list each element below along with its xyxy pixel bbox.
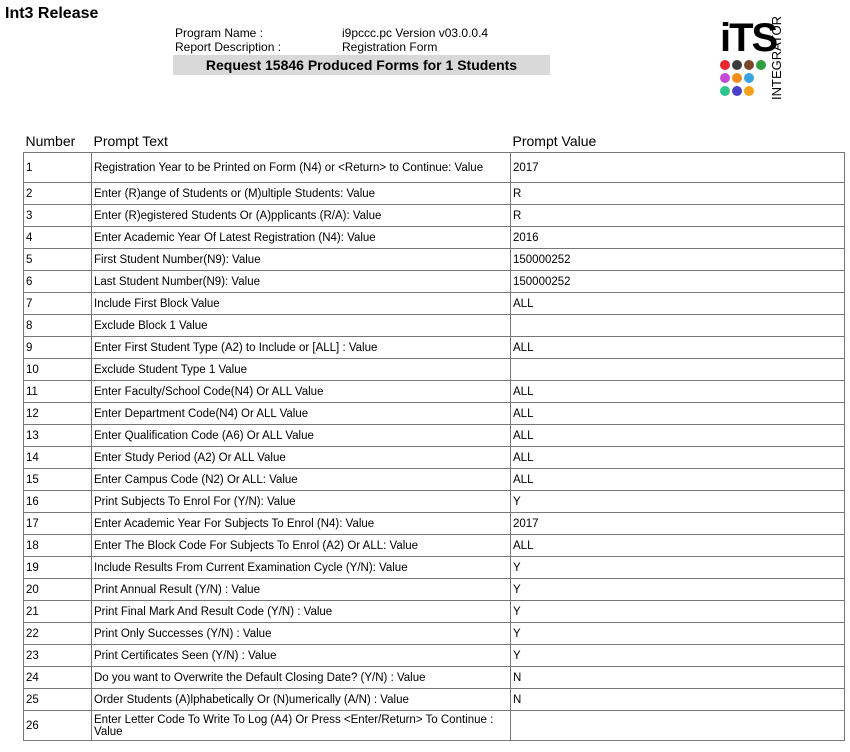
prompt-text-cell: Enter Study Period (A2) Or ALL Value <box>92 447 511 469</box>
logo-dot <box>732 60 742 70</box>
table-row <box>24 535 845 557</box>
number-cell: 21 <box>24 601 92 623</box>
table-row <box>24 447 845 469</box>
table-row <box>24 667 845 689</box>
header-prompt-value: Prompt Value <box>512 133 597 149</box>
number-cell: 15 <box>24 469 92 491</box>
number-cell: 24 <box>24 667 92 689</box>
prompt-text-cell: Registration Year to be Printed on Form (N4) or <Return> to Continue: Value <box>92 153 511 183</box>
prompt-value-cell: Y <box>511 601 845 623</box>
number-cell: 8 <box>24 315 92 337</box>
number-cell: 3 <box>24 205 92 227</box>
report-description-label: Report Description : <box>175 40 282 54</box>
table-row <box>24 645 845 667</box>
table-header-row <box>24 130 845 153</box>
table-row <box>24 601 845 623</box>
table-row <box>24 381 845 403</box>
prompt-value-cell: 2017 <box>511 153 845 183</box>
table-row <box>24 557 845 579</box>
table-row <box>24 403 845 425</box>
prompt-value-cell: ALL <box>511 425 845 447</box>
header-number: Number <box>25 133 76 149</box>
table-row <box>24 315 845 337</box>
table-row <box>24 689 845 711</box>
prompt-value-cell: Y <box>511 491 845 513</box>
table-row <box>24 293 845 315</box>
table-row <box>24 153 845 183</box>
prompt-value-cell: Y <box>511 557 845 579</box>
prompt-text-cell: Enter Academic Year Of Latest Registration (N4): Value <box>92 227 511 249</box>
table-row <box>24 491 845 513</box>
header-prompt-text: Prompt Text <box>93 133 168 149</box>
logo-dot <box>744 60 754 70</box>
number-cell: 6 <box>24 271 92 293</box>
prompt-text-cell: Enter Department Code(N4) Or ALL Value <box>92 403 511 425</box>
number-cell: 23 <box>24 645 92 667</box>
prompt-value-cell: 2017 <box>511 513 845 535</box>
table-row <box>24 359 845 381</box>
logo-dot <box>744 86 754 96</box>
prompt-text-cell: Print Subjects To Enrol For (Y/N): Value <box>92 491 511 513</box>
number-cell: 16 <box>24 491 92 513</box>
number-cell: 26 <box>24 711 92 741</box>
prompt-text-cell: Print Only Successes (Y/N) : Value <box>92 623 511 645</box>
prompt-value-cell: 2016 <box>511 227 845 249</box>
number-cell: 11 <box>24 381 92 403</box>
number-cell: 17 <box>24 513 92 535</box>
prompt-text-cell: Include Results From Current Examination Cycle (Y/N): Value <box>92 557 511 579</box>
logo-dot <box>732 86 742 96</box>
prompt-value-cell: ALL <box>511 337 845 359</box>
number-cell: 5 <box>24 249 92 271</box>
prompt-text-cell: Exclude Block 1 Value <box>92 315 511 337</box>
prompt-value-cell <box>511 711 845 741</box>
number-cell: 4 <box>24 227 92 249</box>
prompt-value-cell: R <box>511 183 845 205</box>
prompt-text-cell: Print Annual Result (Y/N) : Value <box>92 579 511 601</box>
logo-dot <box>744 73 754 83</box>
number-cell: 13 <box>24 425 92 447</box>
table-row <box>24 205 845 227</box>
prompt-value-cell: Y <box>511 623 845 645</box>
request-banner: Request 15846 Produced Forms for 1 Students <box>173 55 550 75</box>
prompt-text-cell: Include First Block Value <box>92 293 511 315</box>
number-cell: 18 <box>24 535 92 557</box>
number-cell: 19 <box>24 557 92 579</box>
prompt-value-cell: ALL <box>511 403 845 425</box>
prompt-value-cell: ALL <box>511 469 845 491</box>
report-title: Int3 Release <box>5 5 99 22</box>
table-row <box>24 579 845 601</box>
logo-dot <box>720 60 730 70</box>
prompt-text-cell: Print Certificates Seen (Y/N) : Value <box>92 645 511 667</box>
number-cell: 10 <box>24 359 92 381</box>
prompt-text-cell: Enter (R)ange of Students or (M)ultiple Students: Value <box>92 183 511 205</box>
number-cell: 20 <box>24 579 92 601</box>
prompt-text-cell: Order Students (A)lphabetically Or (N)umerically (A/N) : Value <box>92 689 511 711</box>
table-row <box>24 623 845 645</box>
table-row <box>24 337 845 359</box>
prompt-text-cell: Enter Campus Code (N2) Or ALL: Value <box>92 469 511 491</box>
prompt-value-cell: N <box>511 667 845 689</box>
logo-dot <box>720 86 730 96</box>
logo-dot <box>732 73 742 83</box>
prompt-text-cell: Print Final Mark And Result Code (Y/N) : Value <box>92 601 511 623</box>
prompt-value-cell: N <box>511 689 845 711</box>
report-description-value: Registration Form <box>342 40 438 54</box>
table-row <box>24 513 845 535</box>
prompt-value-cell: ALL <box>511 447 845 469</box>
prompt-value-cell: ALL <box>511 381 845 403</box>
prompt-value-cell: Y <box>511 645 845 667</box>
table-row <box>24 425 845 447</box>
prompt-text-cell: Enter Qualification Code (A6) Or ALL Value <box>92 425 511 447</box>
prompt-value-cell: 150000252 <box>511 271 845 293</box>
prompt-text-cell: Last Student Number(N9): Value <box>92 271 511 293</box>
table-row <box>24 227 845 249</box>
prompt-value-cell: R <box>511 205 845 227</box>
number-cell: 14 <box>24 447 92 469</box>
table-row <box>24 271 845 293</box>
prompt-text-cell: Enter Letter Code To Write To Log (A4) Or Press <Enter/Return> To Continue : Value <box>92 711 511 741</box>
prompt-text-cell: First Student Number(N9): Value <box>92 249 511 271</box>
table-row <box>24 711 845 741</box>
report-meta <box>175 26 488 54</box>
prompt-value-cell <box>511 359 845 381</box>
program-name-value: i9pccc.pc Version v03.0.0.4 <box>342 26 489 40</box>
number-cell: 2 <box>24 183 92 205</box>
logo-dot <box>756 60 766 70</box>
number-cell: 7 <box>24 293 92 315</box>
number-cell: 25 <box>24 689 92 711</box>
logo-dot <box>720 73 730 83</box>
number-cell: 9 <box>24 337 92 359</box>
prompt-value-cell: Y <box>511 579 845 601</box>
prompt-text-cell: Enter The Block Code For Subjects To Enrol (A2) Or ALL: Value <box>92 535 511 557</box>
prompt-value-cell: 150000252 <box>511 249 845 271</box>
prompt-value-cell: ALL <box>511 535 845 557</box>
logo-integrator-text: INTEGRATOR <box>769 15 784 100</box>
program-name-label: Program Name : <box>175 26 264 40</box>
its-integrator-logo <box>718 15 790 102</box>
prompt-text-cell: Enter First Student Type (A2) to Include or [ALL] : Value <box>92 337 511 359</box>
number-cell: 12 <box>24 403 92 425</box>
prompt-value-cell <box>511 315 845 337</box>
prompt-text-cell: Do you want to Overwrite the Default Closing Date? (Y/N) : Value <box>92 667 511 689</box>
number-cell: 1 <box>24 153 92 183</box>
prompt-text-cell: Enter (R)egistered Students Or (A)pplicants (R/A): Value <box>92 205 511 227</box>
table-row <box>24 249 845 271</box>
number-cell: 22 <box>24 623 92 645</box>
table-row <box>24 469 845 491</box>
logo-its-text: iTS <box>720 16 777 60</box>
prompt-text-cell: Enter Faculty/School Code(N4) Or ALL Value <box>92 381 511 403</box>
prompt-text-cell: Enter Academic Year For Subjects To Enrol (N4): Value <box>92 513 511 535</box>
prompt-value-cell: ALL <box>511 293 845 315</box>
prompts-table <box>23 130 845 741</box>
table-row <box>24 183 845 205</box>
prompt-text-cell: Exclude Student Type 1 Value <box>92 359 511 381</box>
